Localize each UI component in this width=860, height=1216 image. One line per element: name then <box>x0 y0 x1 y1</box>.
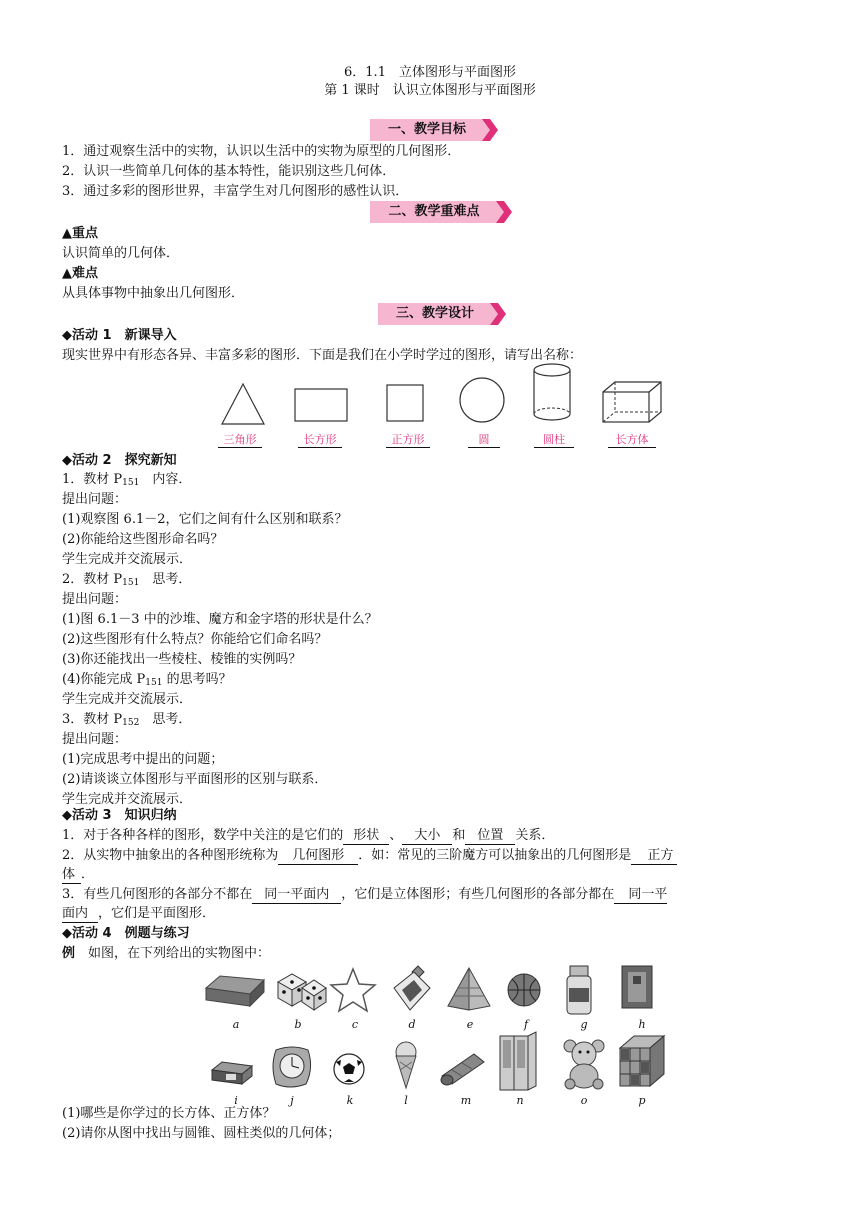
cuboid-icon <box>602 380 664 424</box>
rolled-mat-icon <box>438 1050 488 1086</box>
key-point-text: 认识简单的几何体． <box>62 246 180 261</box>
ice-cream-icon <box>392 1040 420 1090</box>
object-label: d <box>408 1018 416 1031</box>
shapes-figure <box>210 362 680 454</box>
objects-row-2 <box>200 1030 680 1110</box>
text-segment: 、 <box>389 828 403 843</box>
activity2-line: 学生完成并交流展示． <box>62 792 193 807</box>
object-label: f <box>523 1018 529 1031</box>
text-segment: 和 <box>452 828 466 843</box>
object-label: l <box>404 1094 408 1107</box>
shape-label: 三角形 <box>218 432 262 448</box>
circle-icon <box>458 376 506 424</box>
activity2-line: 提出问题： <box>62 732 128 747</box>
activity2-line <box>62 711 191 729</box>
page-subscript: 152 <box>122 718 140 728</box>
object-label: h <box>638 1018 646 1031</box>
key-point-label: ▲重点 <box>62 226 98 241</box>
text-segment: ． <box>81 867 95 882</box>
difficult-point-label: ▲难点 <box>62 266 98 281</box>
activity2-line: 提出问题： <box>62 492 128 507</box>
activity1-heading: ◆活动 1 新课导入 <box>62 328 177 343</box>
activity2-line: (3)你还能找出一些棱柱、棱锥的实例吗？ <box>62 652 302 667</box>
activity2-line <box>62 471 191 489</box>
objects-row-1 <box>200 964 680 1034</box>
text-segment: 的思考吗？ <box>162 672 232 687</box>
banner-label: 三、教学设计 <box>395 306 474 321</box>
activity2-line: 提出问题： <box>62 592 128 607</box>
example-line <box>62 945 270 963</box>
teddy-bear-icon <box>560 1038 608 1090</box>
banner-label: 一、教学目标 <box>387 122 466 137</box>
object-label: b <box>294 1018 302 1031</box>
section-banner-design <box>378 303 506 325</box>
activity2-line: (1)观察图 6.1－2，它们之间有什么区别和联系？ <box>62 512 348 527</box>
answer-blank: 形状 <box>343 828 389 845</box>
summary-item-2-cont <box>62 866 94 884</box>
switch-panel-icon <box>620 964 654 1010</box>
text-segment: 2．教材 P <box>62 572 123 587</box>
object-label: p <box>638 1094 646 1107</box>
answer-blank: 同一平面内 <box>252 887 341 904</box>
text-segment: 2．从实物中抽象出的各种图形统称为 <box>62 848 279 863</box>
star-icon <box>328 966 378 1014</box>
object-label: g <box>580 1018 588 1031</box>
cylinder-icon <box>532 362 572 424</box>
soccer-ball-icon <box>332 1052 366 1086</box>
section-banner-goals <box>370 119 498 141</box>
activity1-text: 现实世界中有形态各异、丰富多彩的图形．下面是我们在小学时学过的图形，请写出名称： <box>62 348 583 363</box>
activity2-line: (2)请谈谈立体图形与平面图形的区别与联系． <box>62 772 328 787</box>
activity2-line: (2)你能给这些图形命名吗？ <box>62 532 224 547</box>
summary-item-1 <box>62 827 554 845</box>
object-label: e <box>466 1018 474 1031</box>
dice-icon <box>274 968 328 1012</box>
text-segment: ，它们是平面图形． <box>98 906 216 921</box>
text-segment: 内容． <box>139 472 192 487</box>
difficult-point-text: 从具体事物中抽象出几何图形． <box>62 286 245 301</box>
text-segment: ．如：常见的三阶魔方可以抽象出的几何图形是 <box>358 848 632 863</box>
text-segment: ，它们是立体图形；有些几何图形的各部分都在 <box>341 887 615 902</box>
answer-blank: 同一平 <box>614 887 667 904</box>
shape-label: 长方形 <box>298 432 342 448</box>
banner-label: 二、教学重难点 <box>388 204 480 219</box>
text-segment: (4)你能完成 P <box>62 672 146 687</box>
summary-item-2 <box>62 847 677 865</box>
page-subscript: 151 <box>122 578 140 588</box>
text-segment: 思考． <box>139 572 192 587</box>
triangle-icon <box>220 382 266 426</box>
object-label: n <box>516 1094 524 1107</box>
lesson-subtitle: 第 1 课时 认识立体图形与平面图形 <box>324 83 536 98</box>
answer-blank: 几何图形 <box>278 848 358 865</box>
object-label: i <box>234 1094 238 1107</box>
object-label: c <box>351 1018 359 1031</box>
text-segment: 思考． <box>139 712 192 727</box>
shape-label: 圆柱 <box>534 432 574 448</box>
shape-label: 圆 <box>468 432 500 448</box>
summary-item-3-cont <box>62 905 215 923</box>
activity2-heading: ◆活动 2 探究新知 <box>62 453 177 468</box>
box-icon <box>204 972 266 1010</box>
activity2-line: (1)图 6.1－3 中的沙堆、魔方和金字塔的形状是什么？ <box>62 612 378 627</box>
activity2-line: (1)完成思考中提出的问题； <box>62 752 224 767</box>
text-segment: 关系． <box>515 828 555 843</box>
goal-item: 2．认识一些简单几何体的基本特性，能识别这些几何体． <box>62 164 396 179</box>
glue-bottle-icon <box>388 964 434 1016</box>
matchbox-icon <box>210 1060 254 1086</box>
answer-blank: 正方 <box>631 848 677 865</box>
square-icon <box>386 384 424 422</box>
text-segment: 1．对于各种各样的图形，数学中关注的是它们的 <box>62 828 344 843</box>
medicine-bottle-icon <box>564 964 594 1016</box>
activity2-line <box>62 671 232 689</box>
object-label: k <box>346 1094 354 1107</box>
summary-item-3 <box>62 886 667 904</box>
activity2-line: 学生完成并交流展示． <box>62 552 193 567</box>
activity4-heading: ◆活动 4 例题与练习 <box>62 926 190 941</box>
object-label: m <box>460 1094 472 1107</box>
example-text: 如图，在下列给出的实物图中： <box>75 946 271 961</box>
object-label: o <box>580 1094 588 1107</box>
question-line: (2)请你从图中找出与圆锥、圆柱类似的几何体； <box>62 1126 341 1141</box>
page-subscript: 151 <box>145 678 163 688</box>
page-subscript: 151 <box>122 478 140 488</box>
example-label: 例 <box>62 946 76 961</box>
answer-blank: 位置 <box>465 828 515 845</box>
activity2-line: 学生完成并交流展示． <box>62 692 193 707</box>
shape-label: 长方体 <box>608 432 656 448</box>
lesson-title: 6．1.1 立体图形与平面图形 <box>344 65 516 80</box>
rectangle-icon <box>294 388 348 422</box>
activity2-line: (2)这些图形有什么特点？你能给它们命名吗？ <box>62 632 328 647</box>
object-label: a <box>232 1018 240 1031</box>
goal-item: 3．通过多彩的图形世界，丰富学生对几何图形的感性认识． <box>62 184 409 199</box>
activity2-line <box>62 571 191 589</box>
shape-label: 正方形 <box>386 432 430 448</box>
object-label: j <box>290 1094 294 1107</box>
rubiks-cube-icon <box>618 1034 666 1088</box>
pyramid-icon <box>446 966 492 1012</box>
text-segment: 3．教材 P <box>62 712 123 727</box>
answer-blank: 体 <box>62 867 81 884</box>
question-line: (1)哪些是你学过的长方体、正方体？ <box>62 1106 276 1121</box>
clock-icon <box>270 1044 314 1090</box>
goal-item: 1．通过观察生活中的实物，认识以生活中的实物为原型的几何图形． <box>62 144 461 159</box>
answer-blank: 大小 <box>402 828 452 845</box>
activity3-heading: ◆活动 3 知识归纳 <box>62 808 177 823</box>
section-banner-difficulty <box>370 201 512 223</box>
text-segment: 1．教材 P <box>62 472 123 487</box>
answer-blank: 面内 <box>62 906 98 923</box>
basketball-icon <box>506 972 542 1008</box>
wardrobe-icon <box>498 1030 538 1092</box>
text-segment: 3．有些几何图形的各部分不都在 <box>62 887 253 902</box>
